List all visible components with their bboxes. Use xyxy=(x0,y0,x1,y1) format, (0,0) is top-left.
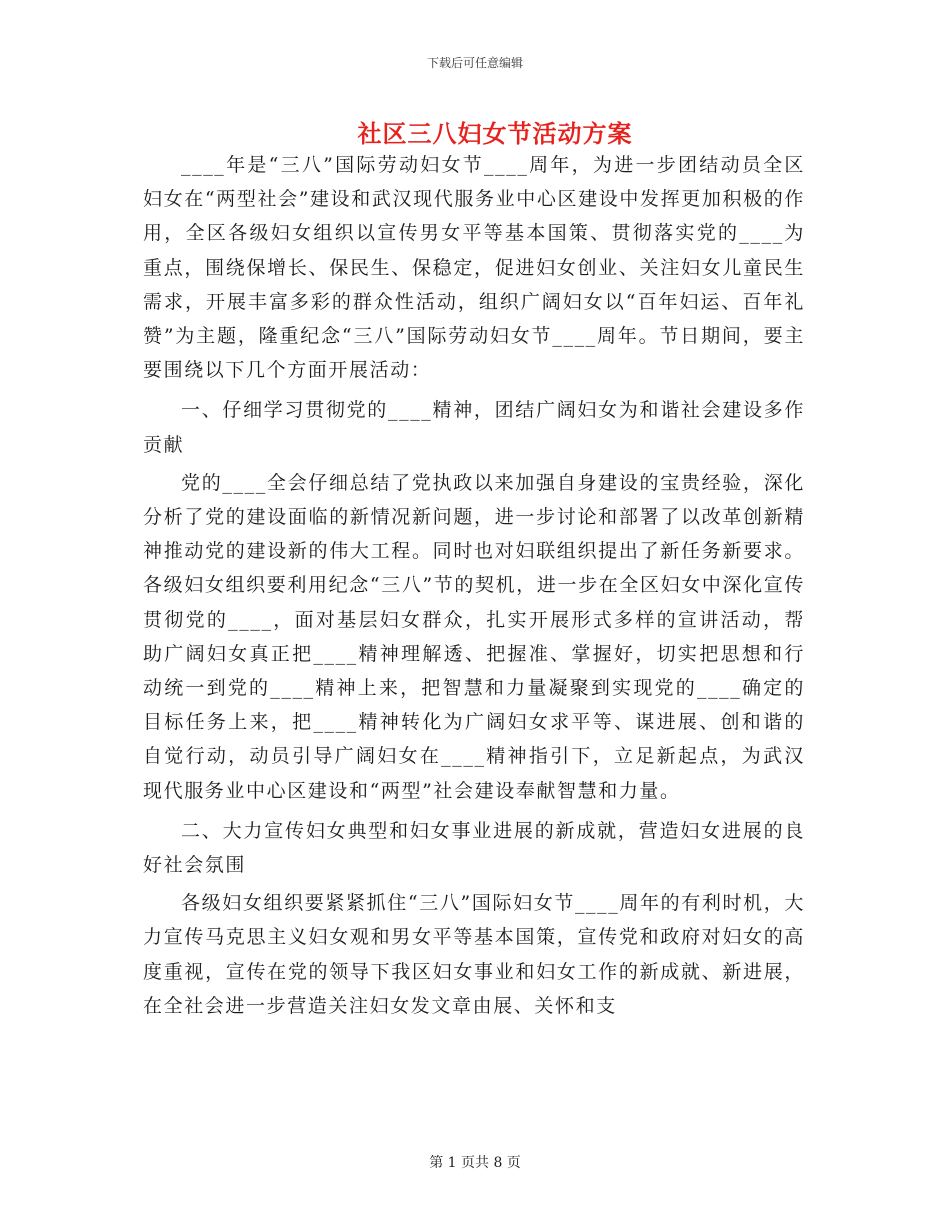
document-body xyxy=(143,148,805,1023)
section-heading-2: 二、大力宣传妇女典型和妇女事业进展的新成就，营造妇女进展的良好社会氛围 xyxy=(143,819,805,877)
section-heading-1: 一、仔细学习贯彻党的____精神，团结广阔妇女为和谐社会建设多作贡献 xyxy=(143,399,805,456)
page-number: 第 1 页共 8 页 xyxy=(429,1155,521,1171)
intro-paragraph: ____年是“三八”国际劳动妇女节____周年，为进一步团结动员全区妇女在“两型社会”建设和武汉现代服务业中心区建设中发挥更加积极的作用，全区各级妇女组织以宣传男女平等基本国策、贯彻落实党的____为重点，围绕保增长、保民生、保稳定，促进妇女创业、关注妇女儿童民生需求，开展丰富多彩的群众性活动，组织广阔妇女以“百年妇运、百年礼赞”为主题，隆重纪念“三八”国际劳动妇女节____周年。节日期间，要主要围绕以下几个方面开展活动： xyxy=(143,154,805,382)
header-note: 下载后可任意编辑 xyxy=(426,56,523,70)
document-title: 社区三八妇女节活动方案 xyxy=(357,119,633,148)
section-1-paragraph: 党的____全会仔细总结了党执政以来加强自身建设的宝贵经验，深化分析了党的建设面临的新情况新问题，进一步讨论和部署了以改革创新精神推动党的建设新的伟大工程。同时也对妇联组织提出了新任务新要求。各级妇女组织要利用纪念“三八”节的契机，进一步在全区妇女中深化宣传贯彻党的____，面对基层妇女群众，扎实开展形式多样的宣讲活动，帮助广阔妇女真正把____精神理解透、把握准、掌握好，切实把思想和行动统一到党的____精神上来，把智慧和力量凝聚到实现党的____确定的目标任务上来，把____精神转化为广阔妇女求平等、谋进展、创和谐的自觉行动，动员引导广阔妇女在____精神指引下，立足新起点，为武汉现代服务业中心区建设和“两型”社会建设奉献智慧和力量。 xyxy=(143,471,805,802)
section-2-paragraph: 各级妇女组织要紧紧抓住“三八”国际妇女节____周年的有利时机，大力宣传马克思主义妇女观和男女平等基本国策，宣传党和政府对妇女的高度重视，宣传在党的领导下我区妇女事业和妇女工作的新成就、新进展，在全社会进一步营造关注妇女发文章由展、关怀和支 xyxy=(143,892,805,1017)
